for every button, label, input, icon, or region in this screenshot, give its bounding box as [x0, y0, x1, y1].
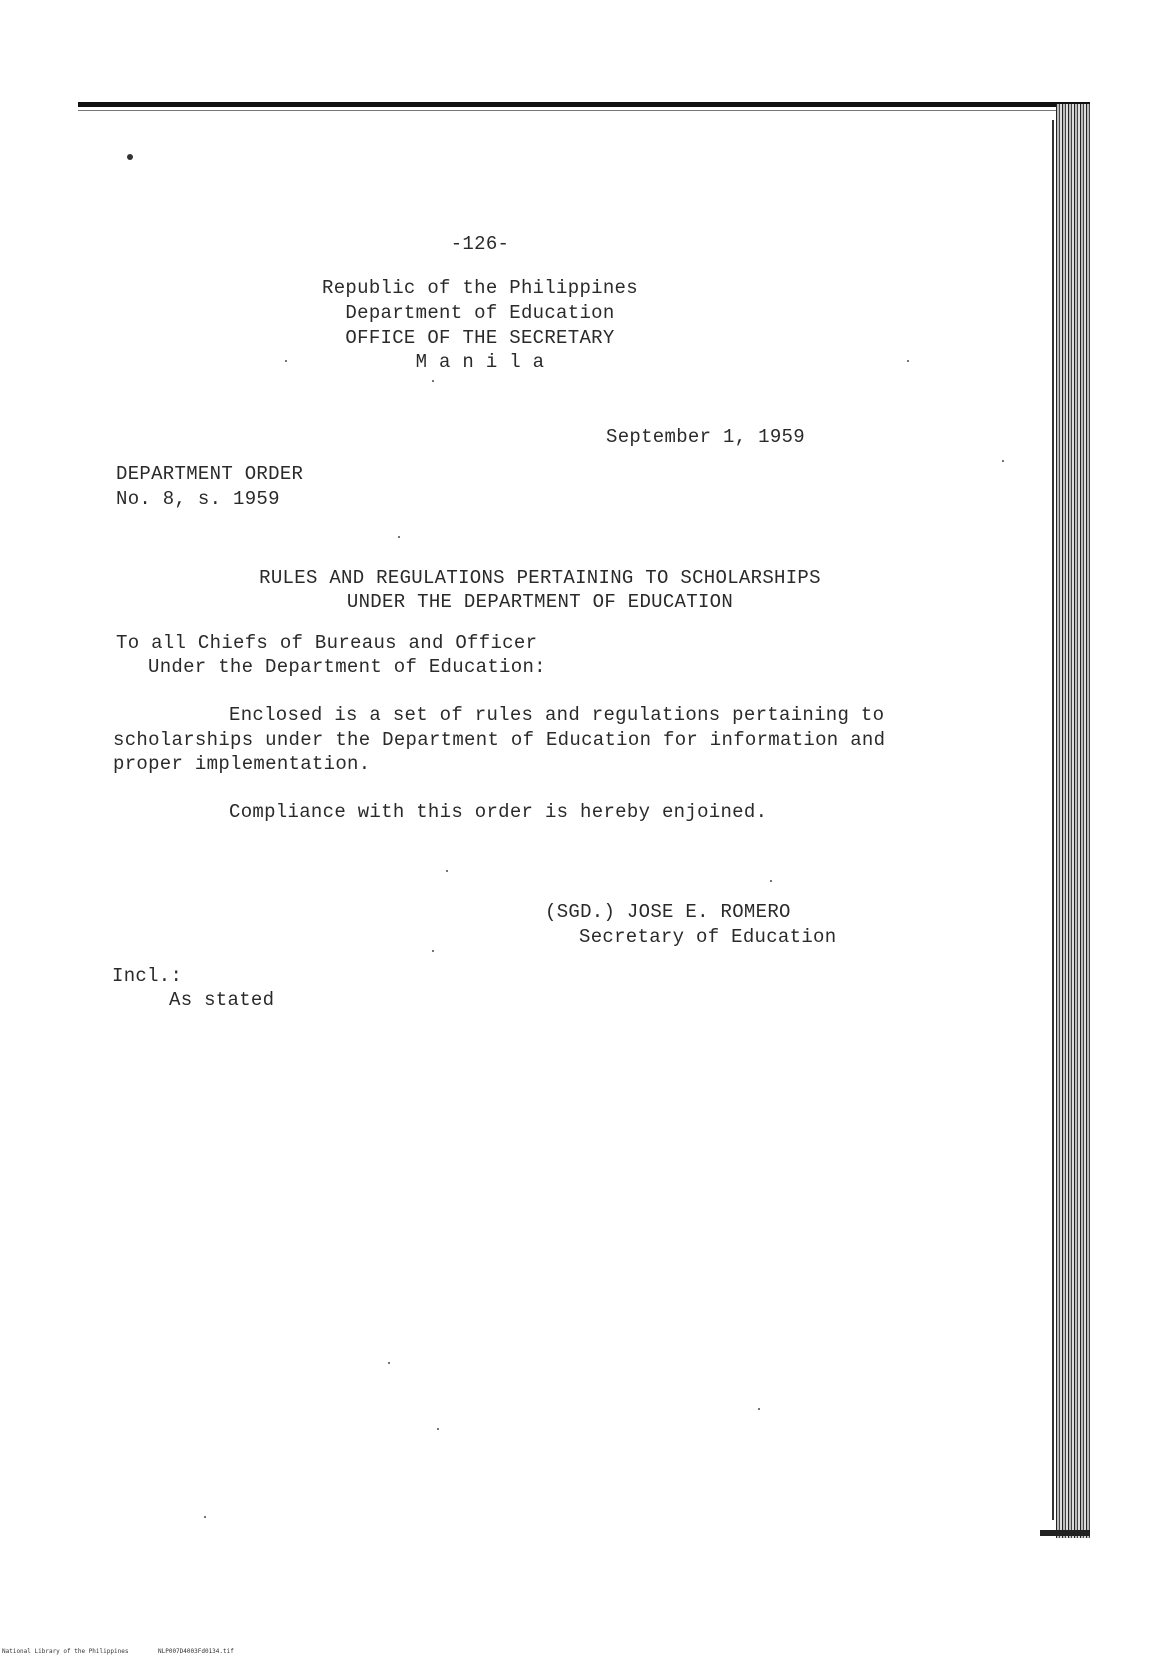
- letterhead-office: OFFICE OF THE SECRETARY: [345, 327, 615, 349]
- ink-speck: [770, 880, 772, 882]
- document-date: September 1, 1959: [606, 426, 805, 448]
- letterhead-republic: Republic of the Philippines: [322, 277, 638, 299]
- subject-line-2: UNDER THE DEPARTMENT OF EDUCATION: [346, 591, 734, 613]
- ink-speck: [1002, 460, 1004, 462]
- addressee-line-2: Under the Department of Education:: [148, 656, 546, 678]
- book-spine-edge: [1056, 104, 1090, 1538]
- subject-line-1: RULES AND REGULATIONS PERTAINING TO SCHOLARSHIPS: [259, 567, 821, 589]
- addressee-line-1: To all Chiefs of Bureaus and Officer: [116, 632, 538, 654]
- body-paragraph-2: Compliance with this order is hereby enjoined.: [229, 801, 768, 823]
- page-number: -126-: [450, 233, 510, 255]
- order-number: No. 8, s. 1959: [116, 488, 280, 510]
- ink-dot: [127, 154, 133, 160]
- order-title: DEPARTMENT ORDER: [116, 463, 304, 485]
- signature-name: (SGD.) JOSE E. ROMERO: [545, 901, 791, 923]
- ink-speck: [432, 950, 434, 952]
- page-top-edge-shadow: [78, 110, 1090, 111]
- body-paragraph-1-line-2: scholarships under the Department of Education for information and: [113, 729, 886, 751]
- ink-speck: [285, 360, 287, 362]
- page-right-border: [1052, 120, 1054, 1520]
- ink-speck: [907, 360, 909, 362]
- footer-library-credit: National Library of the Philippines: [2, 1648, 129, 1655]
- signature-title: Secretary of Education: [579, 926, 837, 948]
- enclosure-value: As stated: [169, 989, 275, 1011]
- page-bottom-corner: [1040, 1530, 1090, 1536]
- body-paragraph-1-line-3: proper implementation.: [113, 753, 371, 775]
- page-top-edge: [78, 102, 1090, 107]
- ink-speck: [446, 870, 448, 872]
- ink-speck: [437, 1428, 439, 1430]
- letterhead-department: Department of Education: [345, 302, 615, 324]
- ink-speck: [432, 380, 434, 382]
- ink-speck: [204, 1516, 206, 1518]
- letterhead-city: M a n i l a: [415, 351, 545, 373]
- body-paragraph-1-line-1: Enclosed is a set of rules and regulations pertaining to: [229, 704, 885, 726]
- ink-speck: [398, 536, 400, 538]
- ink-speck: [388, 1362, 390, 1364]
- footer-file-id: NLP007D4003Fd0134.tif: [158, 1648, 234, 1655]
- enclosure-label: Incl.:: [112, 965, 183, 987]
- ink-speck: [758, 1408, 760, 1410]
